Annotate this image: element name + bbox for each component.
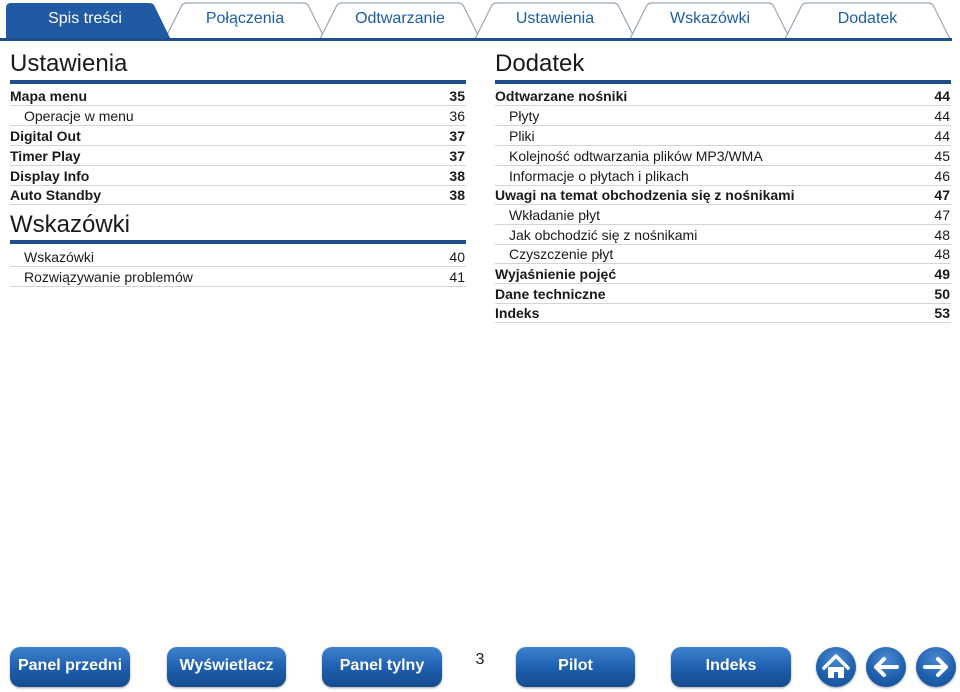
toc-row[interactable] <box>495 86 951 106</box>
toc-row[interactable] <box>495 106 951 126</box>
toc-row[interactable] <box>495 146 951 166</box>
toc-row-page: 37 <box>449 148 465 164</box>
section-title-ustawienia: Ustawienia <box>10 50 128 77</box>
toc-row[interactable] <box>10 146 466 166</box>
toc-row[interactable] <box>495 126 951 146</box>
toc-row-title: Timer Play <box>10 148 81 164</box>
toc-row[interactable] <box>495 284 951 304</box>
toc-row[interactable] <box>495 264 951 284</box>
toc-row-page: 37 <box>449 128 465 144</box>
toc-row-page: 47 <box>934 187 950 203</box>
page-number: 3 <box>475 651 485 668</box>
toc-row[interactable] <box>495 166 951 186</box>
toc-row-page: 53 <box>934 305 950 321</box>
pilot-button[interactable]: Pilot <box>516 647 635 687</box>
toc-row-page: 48 <box>934 246 950 262</box>
toc-row[interactable] <box>10 267 466 287</box>
toc-row-title: Operacje w menu <box>24 108 134 124</box>
section-rule <box>10 240 466 244</box>
tab-ustawienia[interactable]: Ustawienia <box>515 10 595 27</box>
toc-row-title: Odtwarzane nośniki <box>495 88 628 104</box>
panel-przedni-button[interactable]: Panel przedni <box>10 647 130 687</box>
toc-row-title: Display Info <box>10 168 90 184</box>
toc-row-title: Indeks <box>495 305 540 321</box>
tab-bar <box>0 0 960 42</box>
toc-row-title: Jak obchodzić się z nośnikami <box>509 227 698 243</box>
toc-row-title: Mapa menu <box>10 88 88 104</box>
section-rule <box>10 80 466 84</box>
tab-baseline <box>0 38 952 41</box>
toc-row-page: 44 <box>934 88 950 104</box>
panel-tylny-button[interactable]: Panel tylny <box>322 647 442 687</box>
toc-row-title: Digital Out <box>10 128 81 144</box>
arrow-right-icon <box>916 647 956 687</box>
toc-row-title: Dane techniczne <box>495 286 606 302</box>
toc-row-page: 40 <box>449 249 465 265</box>
toc-row[interactable] <box>10 126 466 146</box>
tab-wskazowki[interactable]: Wskazówki <box>669 10 750 27</box>
toc-row-title: Auto Standby <box>10 187 101 203</box>
toc-row[interactable] <box>10 185 466 205</box>
toc-row-page: 44 <box>934 108 950 124</box>
toc-row[interactable] <box>495 303 951 323</box>
toc-row-page: 49 <box>934 266 950 282</box>
tab-dodatek[interactable]: Dodatek <box>837 10 898 27</box>
section-title-dodatek: Dodatek <box>495 50 585 77</box>
toc-row[interactable] <box>495 244 951 264</box>
toc-row-title: Informacje o płytach i plikach <box>509 168 689 184</box>
home-button[interactable] <box>816 647 856 687</box>
toc-row[interactable] <box>10 106 466 126</box>
toc-row-title: Wyjaśnienie pojęć <box>495 266 617 282</box>
toc-row-page: 44 <box>934 128 950 144</box>
toc-row-page: 45 <box>934 148 950 164</box>
toc-row-page: 46 <box>934 168 950 184</box>
arrow-left-icon <box>866 647 906 687</box>
wyswietlacz-button[interactable]: Wyświetlacz <box>167 647 286 687</box>
toc-row-page: 50 <box>934 286 950 302</box>
toc-row-page: 47 <box>934 207 950 223</box>
toc-row-page: 38 <box>449 168 465 184</box>
toc-row[interactable] <box>495 225 951 245</box>
toc-row-title: Pliki <box>509 128 535 144</box>
toc-row-page: 36 <box>449 108 465 124</box>
toc-row-title: Wskazówki <box>24 249 95 265</box>
toc-row-title: Wkładanie płyt <box>509 207 601 223</box>
toc-row[interactable] <box>495 205 951 225</box>
toc-row-page: 41 <box>449 269 465 285</box>
forward-button[interactable] <box>916 647 956 687</box>
home-icon <box>816 647 856 687</box>
toc-row[interactable] <box>10 86 466 106</box>
tab-polaczenia[interactable]: Połączenia <box>205 10 285 27</box>
toc-row-title: Kolejność odtwarzania plików MP3/WMA <box>509 148 763 164</box>
back-button[interactable] <box>866 647 906 687</box>
tab-odtwarzanie[interactable]: Odtwarzanie <box>355 10 445 27</box>
toc-row[interactable] <box>10 247 466 267</box>
toc-row-title: Czyszczenie płyt <box>509 246 614 262</box>
toc-row-title: Uwagi na temat obchodzenia się z nośnikami <box>495 187 795 203</box>
section-rule <box>495 80 951 84</box>
section-title-wskazowki: Wskazówki <box>10 211 131 238</box>
toc-row-page: 38 <box>449 187 465 203</box>
toc-row-title: Rozwiązywanie problemów <box>24 269 193 285</box>
toc-row-page: 35 <box>449 88 465 104</box>
toc-row[interactable] <box>495 185 951 205</box>
toc-row-page: 48 <box>934 227 950 243</box>
indeks-button[interactable]: Indeks <box>671 647 791 687</box>
tab-spis-tresci[interactable]: Spis treści <box>48 10 122 27</box>
toc-row-title: Płyty <box>509 108 540 124</box>
toc-row[interactable] <box>10 166 466 186</box>
